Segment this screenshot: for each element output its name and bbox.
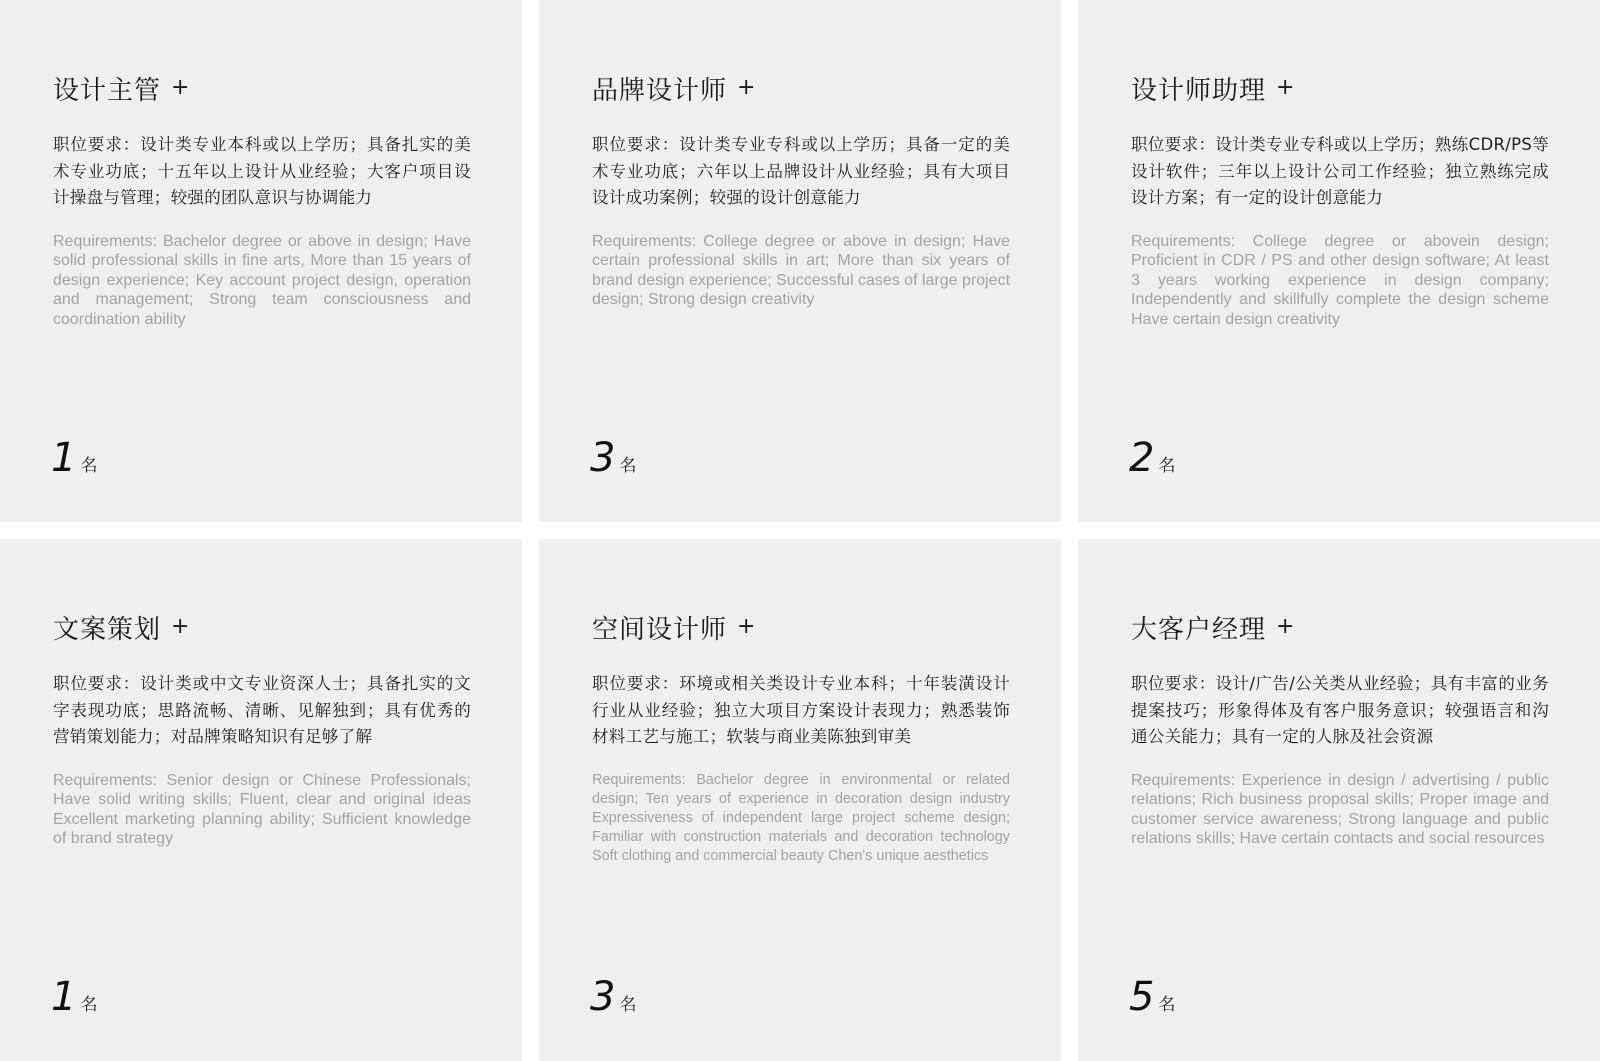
expand-plus-icon[interactable]: + bbox=[171, 75, 190, 100]
headcount-unit: 名 bbox=[80, 456, 98, 476]
position-title: 设计主管 bbox=[53, 75, 162, 106]
requirements-chinese: 职位要求：设计类专业本科或以上学历；具备扎实的美术专业功底；十五年以上设计从业经验；大客户项目设计操盘与管理；较强的团队意识与协调能力 bbox=[53, 135, 471, 207]
headcount bbox=[590, 435, 637, 481]
expand-plus-icon[interactable]: + bbox=[1276, 75, 1295, 100]
position-title-row bbox=[1131, 609, 1600, 645]
expand-plus-icon[interactable]: + bbox=[737, 614, 756, 639]
requirements-chinese: 职位要求：环境或相关类设计专业本科；十年装潢设计行业从业经验；独立大项目方案设计表现力；熟悉装饰材料工艺与施工；软装与商业美陈独到审美 bbox=[592, 674, 1010, 746]
position-card-designer-assistant[interactable] bbox=[1078, 0, 1600, 522]
requirements-english: Requirements: Senior design or Chinese Professionals; Have solid writing skills; Fluent, clear and original ideas Excellent marketing planning ability; Sufficient knowledge of brand strategy bbox=[53, 771, 471, 848]
headcount bbox=[51, 974, 98, 1020]
headcount-number: 2 bbox=[1129, 435, 1155, 481]
expand-plus-icon[interactable]: + bbox=[171, 614, 190, 639]
headcount bbox=[590, 974, 637, 1020]
position-title-row bbox=[592, 609, 1061, 645]
headcount-unit: 名 bbox=[80, 995, 98, 1015]
position-title: 品牌设计师 bbox=[592, 75, 728, 106]
position-card-key-account-manager[interactable] bbox=[1078, 539, 1600, 1061]
position-title: 大客户经理 bbox=[1131, 614, 1267, 645]
position-title: 设计师助理 bbox=[1131, 75, 1267, 106]
position-title-row bbox=[1131, 70, 1600, 106]
position-title-row bbox=[592, 70, 1061, 106]
requirements-chinese: 职位要求：设计/广告/公关类从业经验；具有丰富的业务提案技巧；形象得体及有客户服务意识；较强语言和沟通公关能力；具有一定的人脉及社会资源 bbox=[1131, 674, 1549, 746]
headcount bbox=[1129, 435, 1176, 481]
headcount-unit: 名 bbox=[619, 995, 637, 1015]
headcount-number: 5 bbox=[1129, 974, 1155, 1020]
position-title-row bbox=[53, 70, 522, 106]
position-title-row bbox=[53, 609, 522, 645]
requirements-chinese: 职位要求：设计类专业专科或以上学历；熟练CDR/PS等设计软件；三年以上设计公司工作经验；独立熟练完成设计方案；有一定的设计创意能力 bbox=[1131, 135, 1549, 207]
position-card-brand-designer[interactable] bbox=[539, 0, 1061, 522]
headcount bbox=[51, 435, 98, 481]
position-card-copywriter[interactable] bbox=[0, 539, 522, 1061]
position-card-design-director[interactable] bbox=[0, 0, 522, 522]
headcount-number: 1 bbox=[51, 435, 77, 481]
position-title: 文案策划 bbox=[53, 614, 162, 645]
headcount bbox=[1129, 974, 1176, 1020]
requirements-chinese: 职位要求：设计类或中文专业资深人士；具备扎实的文字表现功底；思路流畅、清晰、见解独到；具有优秀的营销策划能力；对品牌策略知识有足够了解 bbox=[53, 674, 471, 746]
headcount-number: 3 bbox=[590, 435, 616, 481]
requirements-english: Requirements: Experience in design / advertising / public relations; Rich business proposal skills; Proper image and customer service awareness; Strong language and public relations skills; Have certain contacts and social resources bbox=[1131, 771, 1549, 848]
expand-plus-icon[interactable]: + bbox=[737, 75, 756, 100]
requirements-english: Requirements: College degree or above in design; Have certain professional skills in art; More than six years of brand design experience; Successful cases of large project design; Strong design creativity bbox=[592, 232, 1011, 309]
headcount-unit: 名 bbox=[1158, 456, 1176, 476]
position-card-space-designer[interactable] bbox=[539, 539, 1061, 1061]
expand-plus-icon[interactable]: + bbox=[1276, 614, 1295, 639]
requirements-english: Requirements: Bachelor degree or above in design; Have solid professional skills in fine arts, More than 15 years of design experience; Key account project design, operation and management; Strong team consciousness and coordination ability bbox=[53, 232, 471, 328]
headcount-unit: 名 bbox=[619, 456, 637, 476]
headcount-number: 1 bbox=[51, 974, 77, 1020]
position-title: 空间设计师 bbox=[592, 614, 728, 645]
requirements-english: Requirements: College degree or abovein design; Proficient in CDR / PS and other design software; At least 3 years working experience in design company; Independently and skillfully complete the design scheme Have certain design creativity bbox=[1131, 232, 1549, 328]
requirements-chinese: 职位要求：设计类专业专科或以上学历；具备一定的美术专业功底；六年以上品牌设计从业经验；具有大项目设计成功案例；较强的设计创意能力 bbox=[592, 135, 1010, 207]
requirements-english: Requirements: Bachelor degree in environmental or related design; Ten years of experience in decoration design industry Expressiveness of independent large project scheme design; Familiar with construction materials and decoration technology Soft clothing and commercial beauty Chen's unique aesthetics bbox=[592, 771, 1010, 865]
headcount-number: 3 bbox=[590, 974, 616, 1020]
headcount-unit: 名 bbox=[1158, 995, 1176, 1015]
